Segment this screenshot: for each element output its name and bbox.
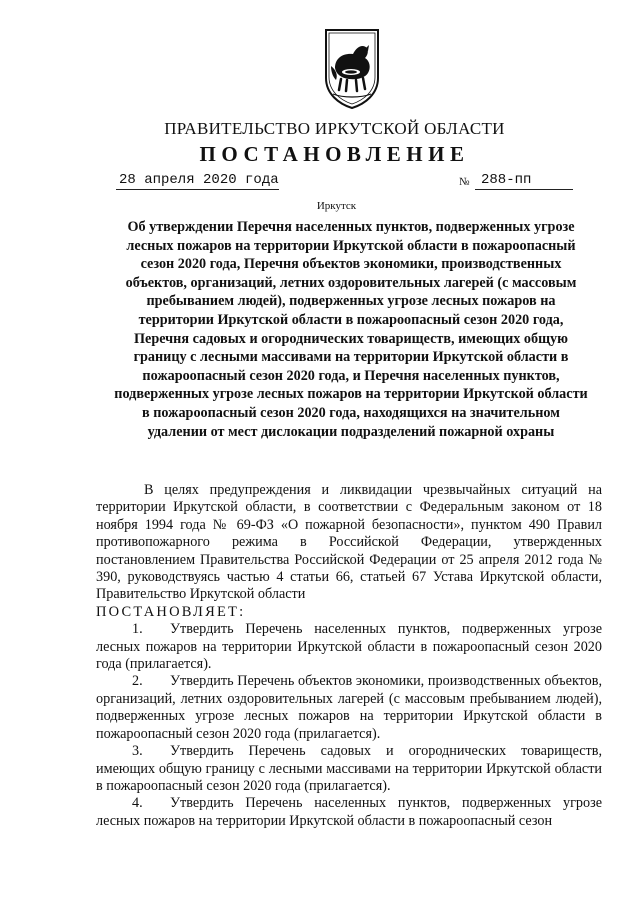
document-body — [96, 482, 602, 830]
number-sign: № — [459, 176, 470, 188]
item-number: 2. — [132, 673, 143, 690]
decree-word: ПОСТАНОВЛЯЕТ: — [96, 603, 246, 620]
list-item — [96, 673, 602, 743]
item-text: Утвердить Перечень населенных пунктов, подверженных угрозе лесных пожаров на территории Иркутской области в пожароопасный сезон — [96, 795, 602, 829]
document-type: ПОСТАНОВЛЕНИЕ — [199, 142, 470, 166]
list-item — [96, 743, 602, 795]
list-item — [96, 795, 602, 830]
irkutsk-coat-of-arms-icon — [323, 28, 381, 110]
item-text: Утвердить Перечень объектов экономики, производственных объектов, организаций, летних оздоровительных лагерей (с массовым пребыванием людей), подверженных угрозе лесных пожаров на территории Иркутской области в пожароопасный сезон 2020 года (прилагается). — [96, 673, 602, 742]
government-title: ПРАВИТЕЛЬСТВО ИРКУТСКОЙ ОБЛАСТИ — [164, 119, 505, 138]
document-city: Иркутск — [316, 200, 357, 212]
document-date: 28 апреля 2020 года — [116, 172, 279, 190]
document-heading: Об утверждении Перечня населенных пунктов, подверженных угрозе лесных пожаров на территории Иркутской области в пожароопасный сезон 2020 года, Перечня объектов экономики, производственных объектов, организаций, летних оздоровительных лагерей (с массовым пребыванием людей), подверженных угрозе лесных пожаров на территории Иркутской области в пожароопасный сезон 2020 года, Перечня садовых и огороднических товариществ, имеющих общую границу с лесными массивами на территории Иркутской области в пожароопасный сезон 2020 года, и Перечня населенных пунктов, подверженных угрозе лесных пожаров на территории Иркутской области в пожароопасный сезон 2020 года, находящихся на значительном удалении от мест дислокации подразделений пожарной охраны — [114, 219, 588, 440]
item-number: 3. — [132, 743, 143, 760]
item-number: 4. — [132, 795, 143, 812]
item-number: 1. — [132, 621, 143, 638]
list-item — [96, 621, 602, 673]
document-number: 288-пп — [475, 172, 573, 190]
item-text: Утвердить Перечень населенных пунктов, подверженных угрозе лесных пожаров на территории Иркутской области в пожароопасный сезон 2020 года (прилагается). — [96, 621, 602, 673]
item-text: Утвердить Перечень садовых и огороднических товариществ, имеющих общую границу с лесными массивами на территории Иркутской области в пожароопасный сезон 2020 года (прилагается). — [96, 743, 602, 794]
intro-paragraph: В целях предупреждения и ликвидации чрезвычайных ситуаций на территории Иркутской области, в соответствии с Федеральным законом от 18 ноября 1994 года № 69-ФЗ «О пожарной безопасности», пунктом 490 Правил противопожарного режима в Российской Федерации, утвержденных постановлением Правительства Российской Федерации от 25 апреля 2012 года № 390, руководствуясь частью 4 статьи 66, статьей 67 Устава Иркутской области, Правительство Иркутской области — [96, 482, 602, 603]
